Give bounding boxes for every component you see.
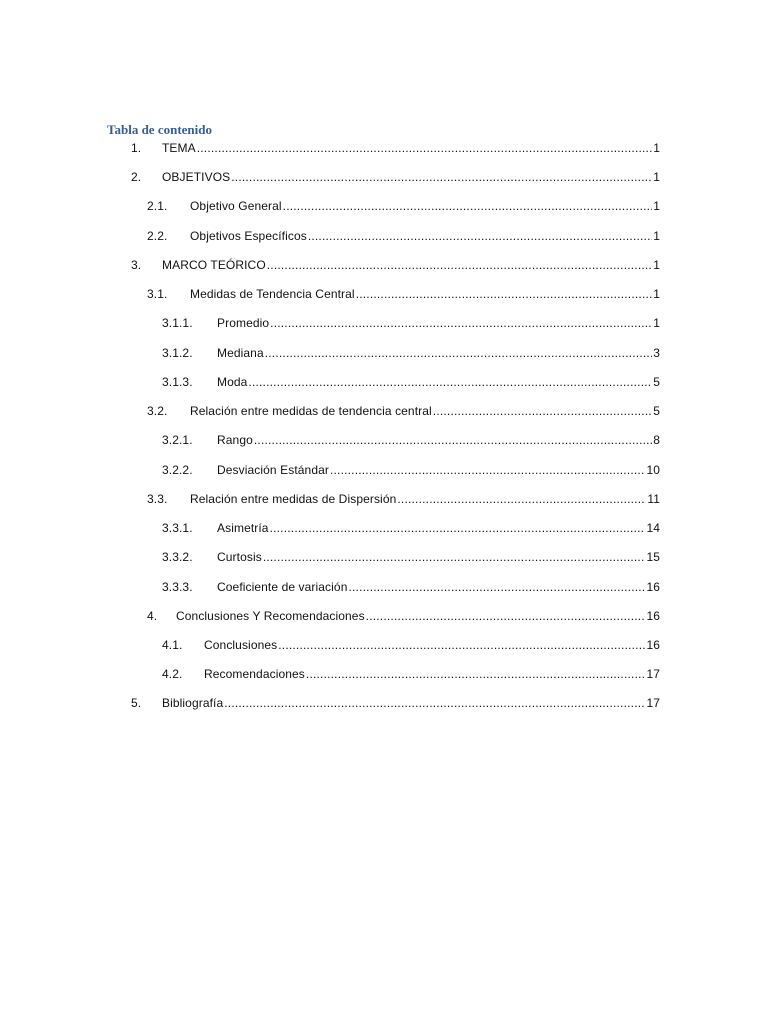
- toc-leader-dots: [278, 637, 645, 653]
- toc-leader-dots: [356, 286, 653, 302]
- toc-entry-page: 1: [653, 141, 660, 155]
- toc-entry-number: 3.1.3.: [162, 375, 193, 389]
- toc-entry[interactable]: [162, 315, 660, 331]
- toc-entry-number: 3.3.1.: [162, 521, 193, 535]
- toc-leader-dots: [267, 257, 652, 273]
- toc-entry-number: 4.2.: [162, 667, 183, 681]
- toc-entry[interactable]: [131, 169, 660, 185]
- toc-entry-text: Asimetría: [217, 521, 269, 535]
- toc-leader-dots: [263, 549, 646, 565]
- toc-leader-dots: [265, 345, 652, 361]
- toc-leader-dots: [330, 462, 645, 478]
- toc-entry[interactable]: [131, 140, 660, 156]
- toc-entry[interactable]: [162, 374, 660, 390]
- toc-entry-text: OBJETIVOS: [162, 170, 231, 184]
- toc-entry[interactable]: [147, 286, 660, 302]
- toc-entry-number: 4.: [147, 609, 158, 623]
- toc-entry[interactable]: [162, 520, 660, 536]
- toc-entry-page: 1: [653, 287, 660, 301]
- toc-entry-text: Bibliografía: [162, 696, 224, 710]
- toc-entry-text: Curtosis: [217, 550, 262, 564]
- toc-entry-page: 10: [646, 463, 660, 477]
- toc-entry[interactable]: [147, 228, 660, 244]
- toc-leader-dots: [283, 198, 653, 214]
- toc-leader-dots: [348, 579, 645, 595]
- toc-entry-number: 3.1.1.: [162, 316, 193, 330]
- toc-entry-page: 1: [653, 170, 660, 184]
- toc-leader-dots: [197, 140, 652, 156]
- toc-entry[interactable]: [162, 549, 660, 565]
- toc-entry-text: Recomendaciones: [204, 667, 305, 681]
- toc-entry-number: 3.3.: [147, 492, 168, 506]
- toc-entry-number: 3.2.: [147, 404, 168, 418]
- toc-leader-dots: [248, 374, 652, 390]
- toc-entry-text: Promedio: [217, 316, 270, 330]
- toc-entry-text: MARCO TEÓRICO: [162, 258, 266, 272]
- toc-entry-page: 16: [646, 580, 660, 594]
- toc-entry-page: 5: [653, 375, 660, 389]
- toc-entry-number: 2.2.: [147, 229, 168, 243]
- toc-entry-text: Rango: [217, 433, 253, 447]
- toc-leader-dots: [231, 169, 652, 185]
- toc-entry-page: 17: [646, 696, 660, 710]
- toc-entry-number: 3.1.2.: [162, 346, 193, 360]
- toc-leader-dots: [270, 315, 652, 331]
- toc-entry-number: 3.: [131, 258, 142, 272]
- toc-entry-page: 8: [653, 433, 660, 447]
- toc-entry[interactable]: [162, 462, 660, 478]
- toc-entry-page: 3: [653, 346, 660, 360]
- toc-entry-number: 4.1.: [162, 638, 183, 652]
- toc-entry[interactable]: [147, 608, 660, 624]
- toc-entry-number: 3.2.1.: [162, 433, 193, 447]
- toc-entry-text: TEMA: [162, 141, 196, 155]
- toc-entry-page: 5: [653, 404, 660, 418]
- toc-entry-number: 2.: [131, 170, 142, 184]
- toc-entry-page: 1: [653, 258, 660, 272]
- toc-entry[interactable]: [147, 403, 660, 419]
- toc-entry-text: Coeficiente de variación: [217, 580, 348, 594]
- toc-entry-page: 16: [646, 638, 660, 652]
- toc-entry[interactable]: [162, 666, 660, 682]
- toc-entry-number: 2.1.: [147, 199, 168, 213]
- toc-entry-page: 17: [646, 667, 660, 681]
- toc-entry-text: Mediana: [217, 346, 264, 360]
- toc-entry-page: 16: [646, 609, 660, 623]
- toc-entry[interactable]: [162, 579, 660, 595]
- toc-entry-text: Relación entre medidas de tendencia central: [190, 404, 432, 418]
- toc-leader-dots: [308, 228, 652, 244]
- toc-entry-page: 15: [646, 550, 660, 564]
- toc-leader-dots: [366, 608, 646, 624]
- toc-title: Tabla de contenido: [107, 122, 212, 137]
- toc-entry[interactable]: [162, 432, 660, 448]
- toc-entry[interactable]: [131, 695, 660, 711]
- toc-entry-text: Relación entre medidas de Dispersión: [190, 492, 397, 506]
- toc-entry-number: 3.2.2.: [162, 463, 193, 477]
- toc-leader-dots: [306, 666, 646, 682]
- toc-entry[interactable]: [131, 257, 660, 273]
- toc-entry-page: 1: [653, 316, 660, 330]
- toc-entry-text: Moda: [217, 375, 248, 389]
- toc-entry-text: Desviación Estándar: [217, 463, 329, 477]
- toc-entry-number: 3.1.: [147, 287, 168, 301]
- toc-leader-dots: [224, 695, 645, 711]
- toc-entry-number: 5.: [131, 696, 142, 710]
- toc-entry[interactable]: [162, 637, 660, 653]
- toc-entry-text: Conclusiones: [204, 638, 278, 652]
- toc-leader-dots: [397, 491, 646, 507]
- toc-entry-text: Conclusiones Y Recomendaciones: [176, 609, 365, 623]
- toc-leader-dots: [254, 432, 652, 448]
- toc-leader-dots: [433, 403, 652, 419]
- toc-entry-page: 11: [647, 492, 660, 506]
- toc-entry[interactable]: [162, 345, 660, 361]
- toc-entry-text: Objetivo General: [190, 199, 282, 213]
- toc-entry-page: 14: [646, 521, 660, 535]
- toc-entry[interactable]: [147, 491, 660, 507]
- toc-entry-page: 1: [653, 199, 660, 213]
- toc-entry-text: Medidas de Tendencia Central: [190, 287, 355, 301]
- toc-entry-page: 1: [653, 229, 660, 243]
- toc-entry-number: 3.3.2.: [162, 550, 193, 564]
- toc-entry-number: 1.: [131, 141, 142, 155]
- toc-entry[interactable]: [147, 198, 660, 214]
- toc-entry-text: Objetivos Específicos: [190, 229, 307, 243]
- toc-leader-dots: [270, 520, 646, 536]
- toc-entry-number: 3.3.3.: [162, 580, 193, 594]
